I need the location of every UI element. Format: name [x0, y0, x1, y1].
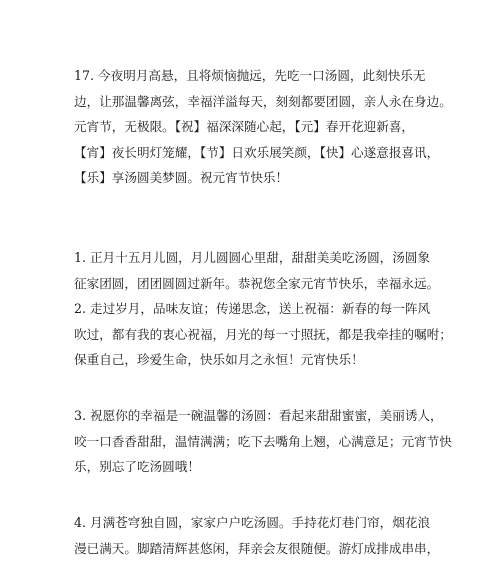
text-line: 边，让那温馨离弦，幸福洋溢每天，刻刻都要团圆，亲人永在身边。: [74, 93, 452, 109]
text-line: 2. 走过岁月，品味友谊；传递思念，送上祝福：新春的每一阵风: [74, 301, 431, 316]
text-line: 【宵】夜长明灯笼耀，【节】日欢乐展笑颜，【快】心遂意报喜讯，: [74, 144, 440, 160]
text-line: 【乐】享汤圆美梦圆。祝元宵节快乐！: [74, 170, 289, 185]
paragraph-1: [74, 245, 446, 296]
text-line: 3. 祝愿你的幸福是一碗温馨的汤圆：看起来甜甜蜜蜜，美丽诱人，: [74, 408, 443, 423]
text-line: 征家团圆，团团圆圆过新年。恭祝您全家元宵节快乐，幸福永远。: [74, 275, 440, 291]
paragraph-2: [74, 296, 452, 373]
text-line: 乐，别忘了吃汤圆哦！: [74, 459, 200, 474]
text-line: 咬一口香香甜甜，温情满满；吃下去嘴角上翘，心满意足；元宵节快: [74, 433, 452, 449]
text-line: 1. 正月十五月儿圆，月儿圆圆心里甜，甜甜美美吃汤圆，汤圆象: [74, 250, 431, 265]
text-line: 4. 月满苍穹独自圆，家家户户吃汤圆。手持花灯巷门帘，烟花浪: [74, 515, 431, 530]
text-line: 元宵节，无极限。【祝】福深深随心起，【元】春开花迎新喜，: [74, 119, 415, 134]
paragraph-3: [74, 403, 452, 480]
text-line: 17. 今夜明月高悬，且将烦恼抛远，先吃一口汤圆，此刻快乐无: [74, 68, 426, 83]
text-line: 吹过，都有我的衷心祝福，月光的每一寸照抚，都是我牵挂的嘱咐；: [74, 326, 452, 342]
paragraph-17: [74, 63, 452, 191]
paragraph-4: [74, 510, 446, 561]
text-line: 漫已满天。脚踏清辉甚悠闲，拜亲会友很随便。游灯成排成串串，: [74, 540, 440, 556]
text-line: 保重自己，珍爱生命，快乐如月之永恒！元宵快乐！: [74, 352, 364, 367]
